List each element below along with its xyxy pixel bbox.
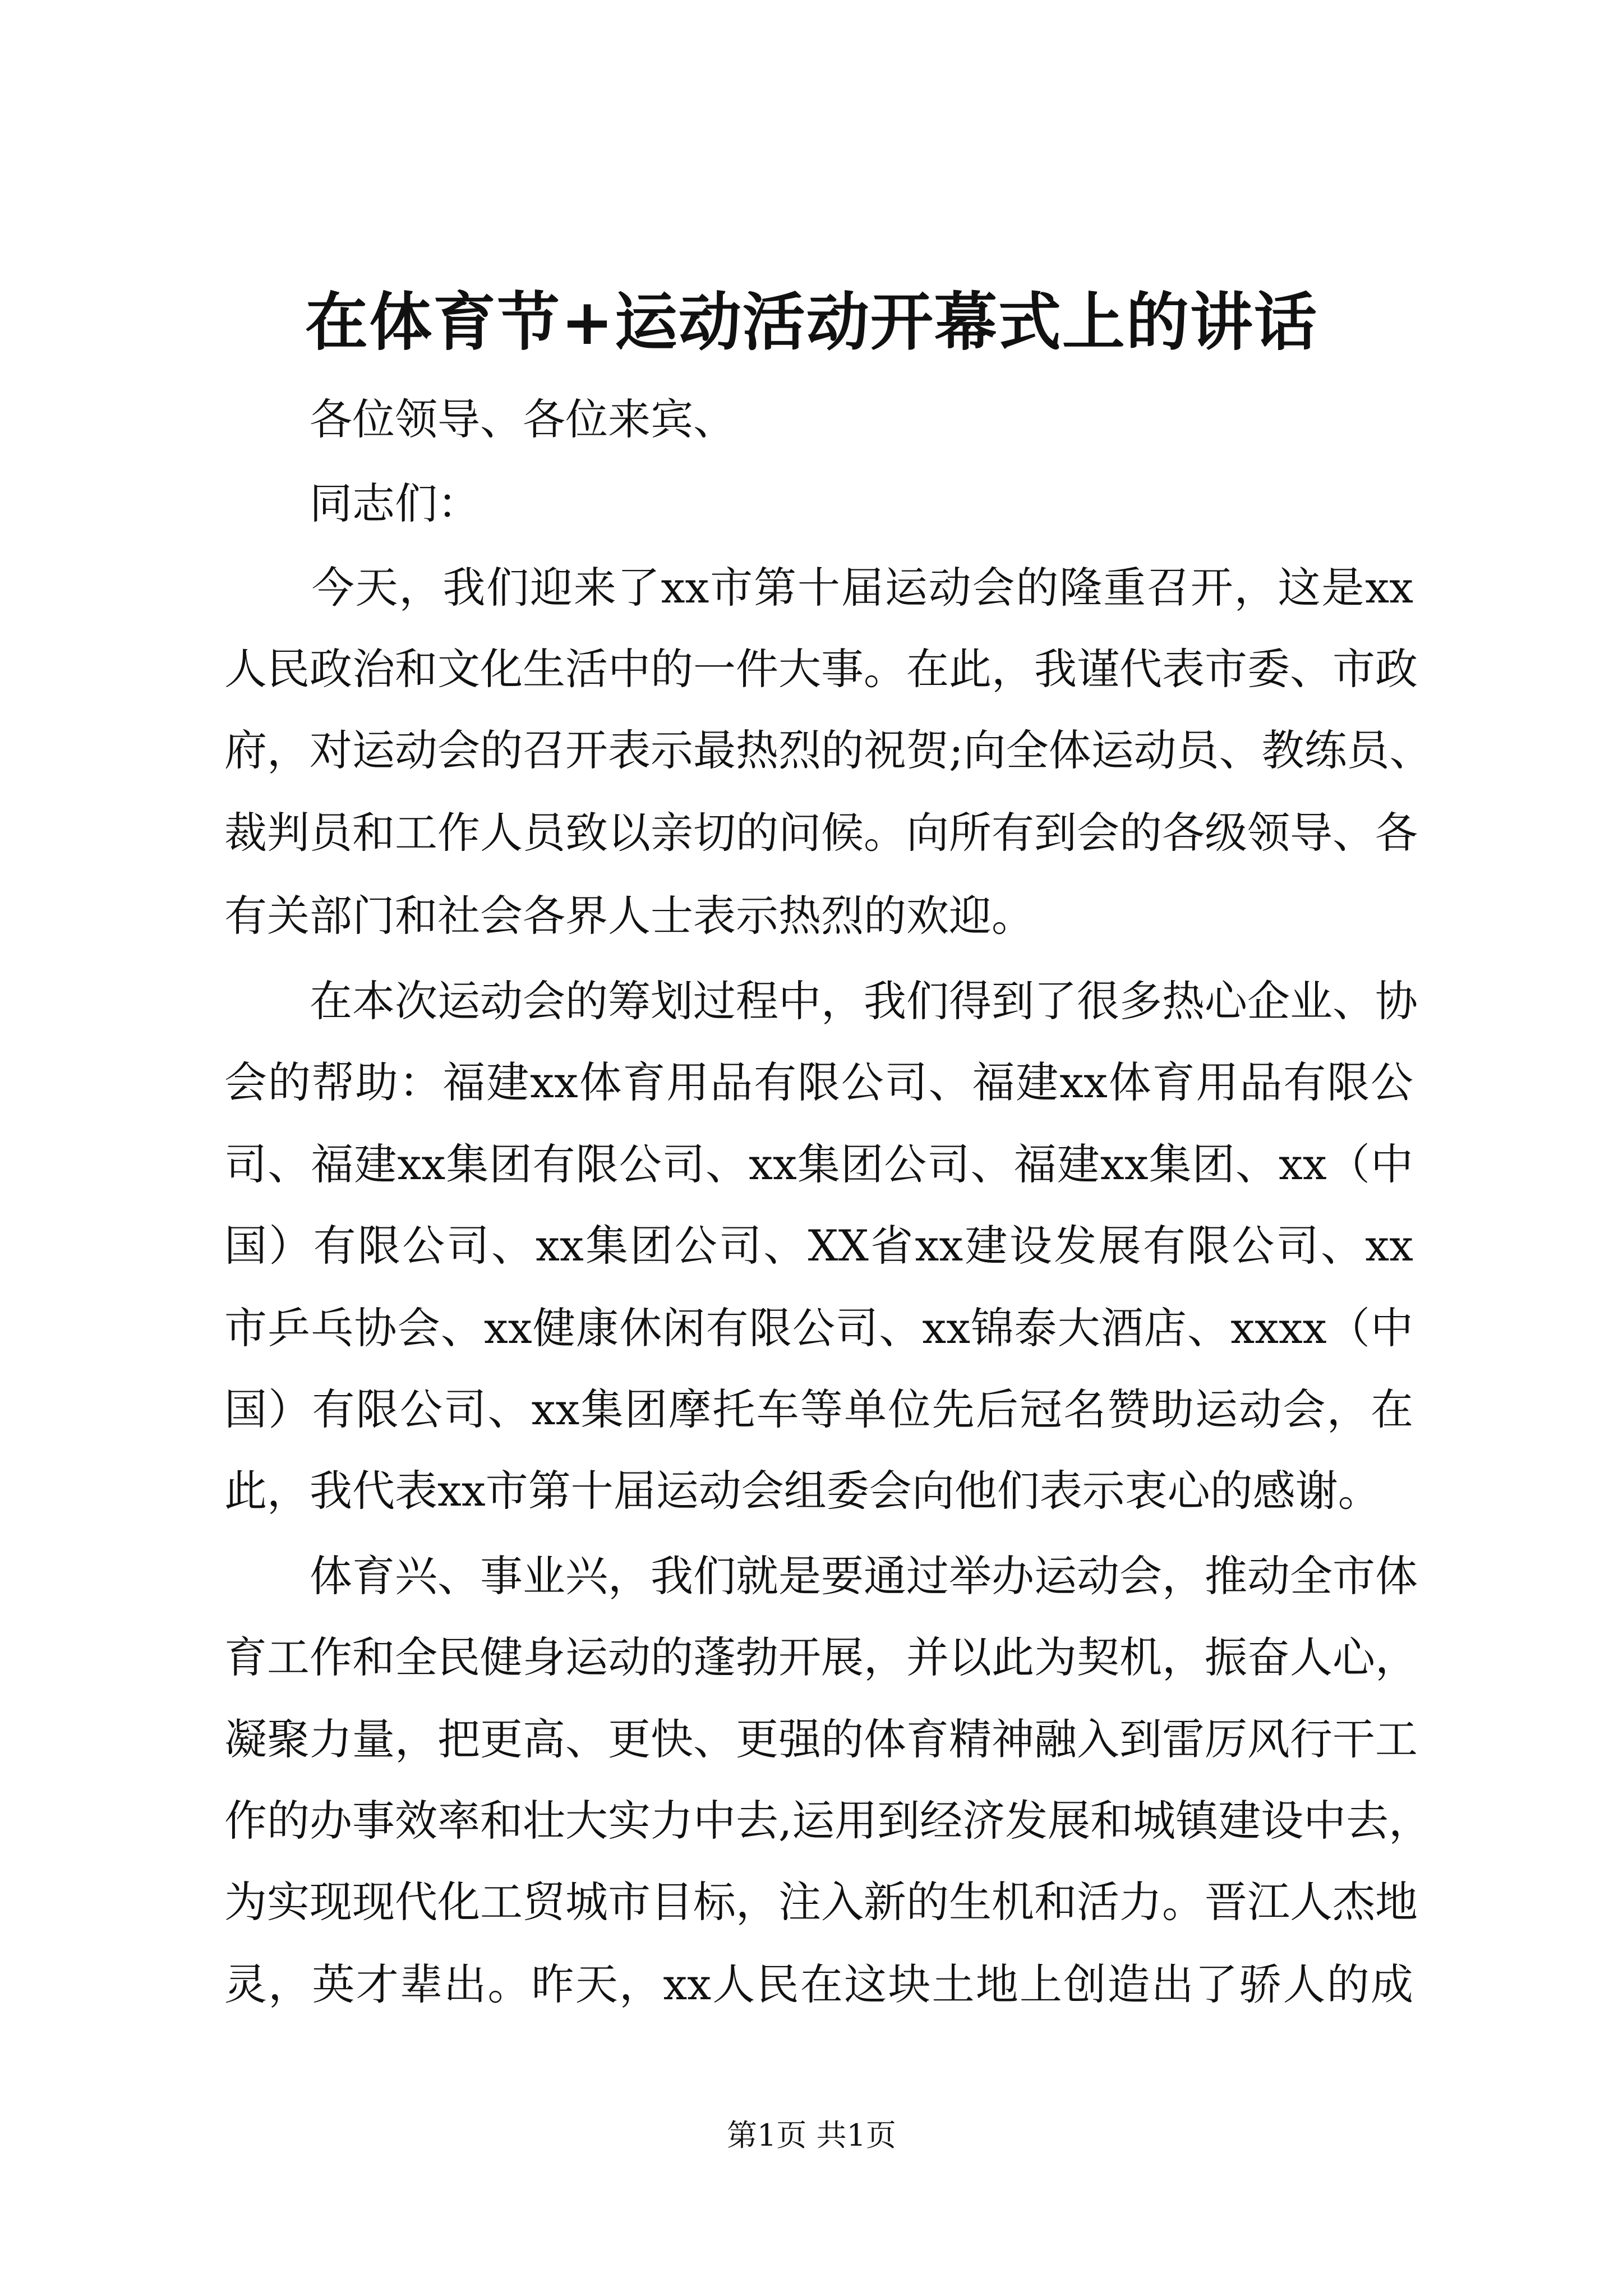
page-title: 在体育节+运动活动开幕式上的讲话 — [305, 286, 1318, 359]
text-line: 各位领导、各位来宾、 — [224, 394, 736, 444]
text-line: 今天，我们迎来了xx市第十届运动会的隆重召开，这是xx — [224, 563, 1413, 613]
text-line: 同志们： — [224, 478, 480, 528]
text-line: 裁判员和工作人员致以亲切的问候。向所有到会的各级领导、各 — [224, 808, 1418, 858]
text-line: 会的帮助：福建xx体育用品有限公司、福建xx体育用品有限公 — [224, 1057, 1413, 1107]
text-line: 在本次运动会的筹划过程中，我们得到了很多热心企业、协 — [224, 976, 1418, 1026]
text-line: 为实现现代化工贸城市目标，注入新的生机和活力。晋江人杰地 — [224, 1877, 1418, 1927]
text-line: 市乒乓协会、xx健康休闲有限公司、xx锦泰大酒店、xxxx（中 — [224, 1303, 1413, 1353]
text-line: 司、福建xx集团有限公司、xx集团公司、福建xx集团、xx（中 — [224, 1139, 1413, 1189]
page-footer: 第1页 共1页 — [727, 2118, 896, 2153]
text-line: 此，我代表xx市第十届运动会组委会向他们表示衷心的感谢。 — [224, 1466, 1381, 1516]
text-line: 凝聚力量，把更高、更快、更强的体育精神融入到雷厉风行干工 — [224, 1714, 1418, 1764]
text-line: 有关部门和社会各界人士表示热烈的欢迎。 — [224, 891, 1034, 941]
text-line: 育工作和全民健身运动的蓬勃开展，并以此为契机，振奋人心， — [224, 1632, 1418, 1682]
text-line: 作的办事效率和壮大实力中去,运用到经济发展和城镇建设中去， — [224, 1796, 1432, 1846]
text-line: 灵，英才辈出。昨天，xx人民在这块土地上创造出了骄人的成 — [224, 1959, 1413, 2009]
text-line: 府，对运动会的召开表示最热烈的祝贺;向全体运动员、教练员、 — [224, 725, 1432, 775]
text-line: 体育兴、事业兴，我们就是要通过举办运动会，推动全市体 — [224, 1551, 1418, 1601]
text-line: 国）有限公司、xx集团公司、XX省xx建设发展有限公司、xx — [224, 1221, 1413, 1271]
text-line: 国）有限公司、xx集团摩托车等单位先后冠名赞助运动会，在 — [224, 1384, 1413, 1434]
text-line: 人民政治和文化生活中的一件大事。在此，我谨代表市委、市政 — [224, 644, 1418, 694]
